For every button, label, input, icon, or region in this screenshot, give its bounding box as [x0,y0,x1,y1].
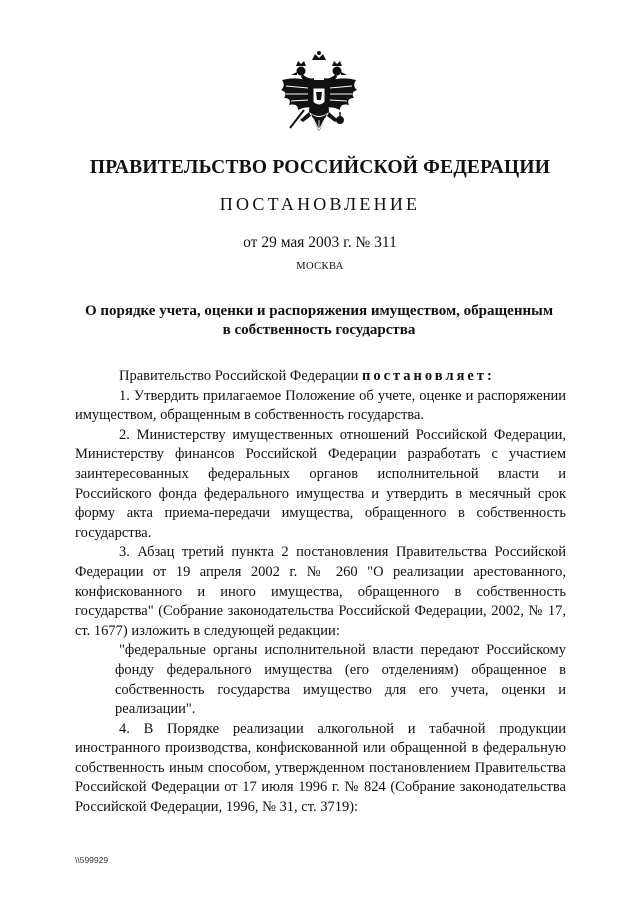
intro-decree-word: постановляет: [361,368,495,384]
government-heading: ПРАВИТЕЛЬСТВО РОССИЙСКОЙ ФЕДЕРАЦИИ [89,157,551,178]
paragraph-1: 1. Утвердить прилагаемое Положение об учете, оценке и распоряжении имуществом, обращенным в собственность государства. [75,387,566,424]
paragraph-3: 3. Абзац третий пункта 2 постановления Правительства Российской Федерации от 19 апреля 2002 г. № 260 "О реализации арестованного, конфискованного и иного имущества, обращенного в собственность государства" (Собрание законодательства Российской Федерации, 2002, № 17, ст. 1677) изложить в следующей редакции: [75,544,566,639]
intro-text: Правительство Российской Федерации [119,368,362,384]
paragraph-2: 2. Министерству имущественных отношений Российской Федерации, Министерству финансов Российской Федерации разработать с участием заинтересованных федеральных органов исполнительной власти и Российского фонда федерального имущества и утвердить в месячный срок форму акта приема-передачи имущества, обращенного в собственность государства. [75,426,566,541]
document-body [75,367,566,818]
city-label: МОСКВА [296,261,344,272]
footer-code: \\599929 [75,855,109,865]
quoted-text: "федеральные органы исполнительной власти передают Российскому фонду федерального имущества (его отделениям) обращенное в собственность государства имущество для его учета, оценки и реализации". [115,642,566,718]
paragraph-4: 4. В Порядке реализации алкогольной и табачной продукции иностранного производства, конфискованной или обращенной в федеральную собственность иным способом, утвержденном постановлением Правительства Российской Федерации от 17 июля 1996 г. № 824 (Собрание законодательства Российской Федерации, 1996, № 31, ст. 3719): [75,720,566,816]
intro-paragraph [75,367,566,387]
double-headed-eagle-icon [276,50,362,142]
document-type: ПОСТАНОВЛЕНИЕ [219,194,421,214]
document-title: О порядке учета, оценки и распоряжения имуществом, обращенным в собственность государства [84,303,554,338]
date-number-line: от 29 мая 2003 г. № 311 [243,234,397,251]
